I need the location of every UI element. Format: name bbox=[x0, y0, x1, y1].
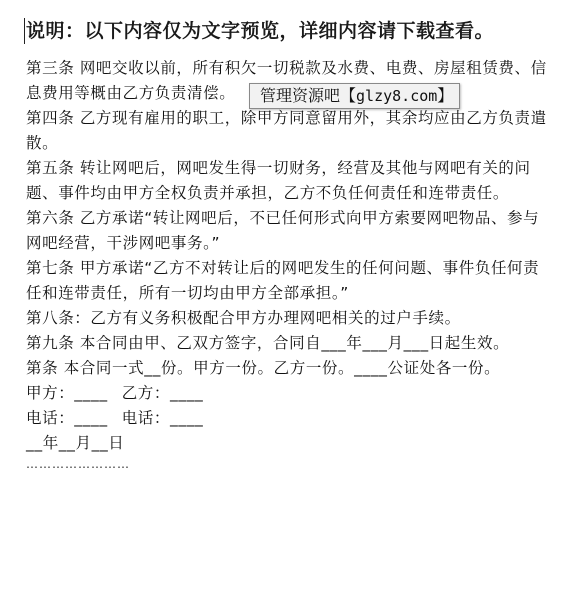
document-body bbox=[26, 56, 554, 472]
clause-7: 第七条 甲方承诺“乙方不对转让后的网吧发生的任何问题、事件负任何责任和连带责任，所有一切均由甲方全部承担。” bbox=[26, 259, 540, 302]
party-b-phone: 电话：____ bbox=[121, 409, 204, 427]
party-a-signature: 甲方：____ bbox=[26, 384, 108, 402]
clause-5: 第五条 转让网吧后，网吧发生得一切财务，经营及其他与网吧有关的问题、事件均由甲方全权负责并承担，乙方不负任何责任和连带责任。 bbox=[26, 159, 531, 202]
phone-signature-line bbox=[26, 406, 554, 431]
watermark-text: 管理资源吧【 bbox=[260, 86, 357, 105]
clause-9: 第九条 本合同由甲、乙双方签字，合同自___年___月___日起生效。 bbox=[26, 334, 510, 352]
signature-date: __年__月__日 bbox=[26, 434, 125, 452]
clause-copies: 第条 本合同一式__份。甲方一份。乙方一份。____公证处各一份。 bbox=[26, 359, 501, 377]
clause-8: 第八条：乙方有义务积极配合甲方办理网吧相关的过户手续。 bbox=[26, 309, 461, 327]
text-cursor bbox=[24, 18, 25, 44]
party-signature-line bbox=[26, 381, 554, 406]
clause-3: 第三条 网吧交收以前，所有积欠一切税款及水费、电费、房屋租赁费、信息费用等概由乙方负责清偿。 bbox=[26, 59, 547, 102]
clause-4: 第四条 乙方现有雇用的职工，除甲方同意留用外，其余均应由乙方负责遣散。 bbox=[26, 109, 547, 152]
party-a-phone: 电话：____ bbox=[26, 409, 108, 427]
watermark-close: 】 bbox=[437, 86, 454, 105]
party-b-signature: 乙方：____ bbox=[121, 384, 204, 402]
ellipsis-dots: …………………… bbox=[26, 457, 130, 471]
clause-6: 第六条 乙方承诺“转让网吧后，不已任何形式向甲方索要网吧物品、参与网吧经营，干涉网吧事务。” bbox=[26, 209, 540, 252]
watermark-site: glzy8.com bbox=[356, 87, 438, 105]
site-watermark bbox=[249, 83, 460, 109]
preview-notice: 说明：以下内容仅为文字预览，详细内容请下载查看。 bbox=[26, 20, 495, 42]
